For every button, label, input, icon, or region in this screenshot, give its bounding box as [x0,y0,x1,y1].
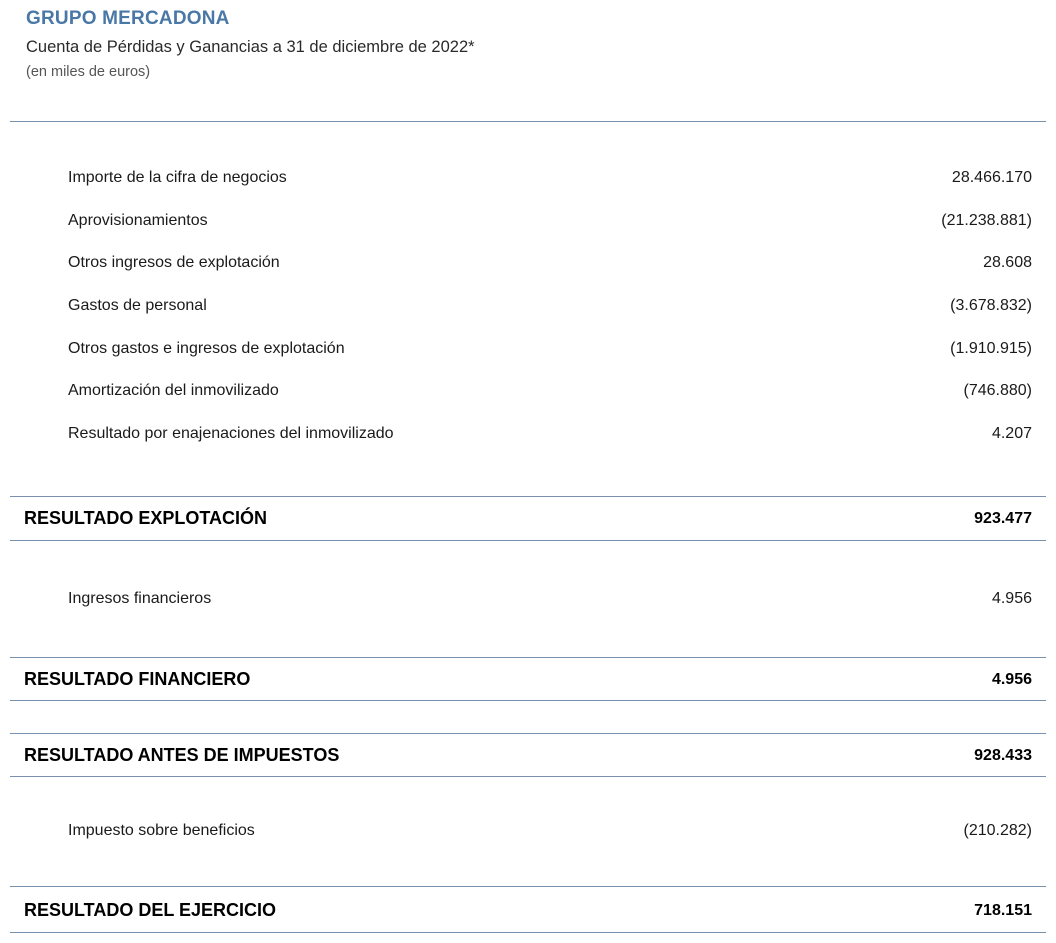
total-value: 718.151 [974,902,1032,919]
line-item-value: 4.956 [991,590,1032,607]
line-item-label: Otros ingresos de explotación [68,254,280,271]
total-value: 928.433 [974,747,1032,764]
line-item-value: (3.678.832) [950,297,1032,314]
line-item-cifra-negocios [0,164,1056,194]
total-resultado-antes-impuestos [0,742,1056,772]
total-value: 923.477 [974,510,1032,527]
line-item-label: Importe de la cifra de negocios [68,169,287,186]
line-item-enajenaciones [0,420,1056,450]
company-title: GRUPO MERCADONA [26,8,230,29]
divider [10,776,1046,777]
line-item-value: (1.910.915) [950,340,1032,357]
header-divider [10,121,1046,122]
divider [10,932,1046,933]
total-label: RESULTADO DEL EJERCICIO [24,900,277,920]
line-item-value: (210.282) [963,822,1032,839]
divider [10,700,1046,701]
line-item-amortizacion [0,377,1056,407]
line-item-otros-ingresos [0,249,1056,279]
line-item-label: Resultado por enajenaciones del inmovilizado [68,425,394,442]
total-label: RESULTADO ANTES DE IMPUESTOS [24,745,340,765]
line-item-value: 4.207 [991,425,1032,442]
line-item-label: Amortización del inmovilizado [68,382,279,399]
line-item-label: Impuesto sobre beneficios [68,822,255,839]
line-item-ingresos-financieros [0,585,1056,615]
line-item-label: Ingresos financieros [68,590,212,607]
line-item-label: Gastos de personal [68,297,207,314]
line-item-gastos-personal [0,292,1056,322]
line-item-aprovisionamientos [0,207,1056,237]
total-resultado-ejercicio [0,897,1056,927]
total-resultado-financiero [0,666,1056,696]
currency-unit-note: (en miles de euros) [26,64,151,80]
divider [10,657,1046,658]
divider [10,496,1046,497]
line-item-impuesto-beneficios [0,817,1056,847]
total-label: RESULTADO FINANCIERO [24,669,251,689]
line-item-label: Aprovisionamientos [68,212,208,229]
divider [10,540,1046,541]
line-item-value: 28.608 [983,254,1032,271]
line-item-value: 28.466.170 [951,169,1032,186]
total-resultado-explotacion [0,505,1056,535]
line-item-value: (746.880) [963,382,1032,399]
total-label: RESULTADO EXPLOTACIÓN [24,508,267,528]
line-item-value: (21.238.881) [941,212,1032,229]
line-item-label: Otros gastos e ingresos de explotación [68,340,345,357]
divider [10,733,1046,734]
total-value: 4.956 [991,671,1032,688]
divider [10,886,1046,887]
report-subtitle: Cuenta de Pérdidas y Ganancias a 31 de diciembre de 2022* [26,38,475,56]
line-item-otros-gastos [0,335,1056,365]
